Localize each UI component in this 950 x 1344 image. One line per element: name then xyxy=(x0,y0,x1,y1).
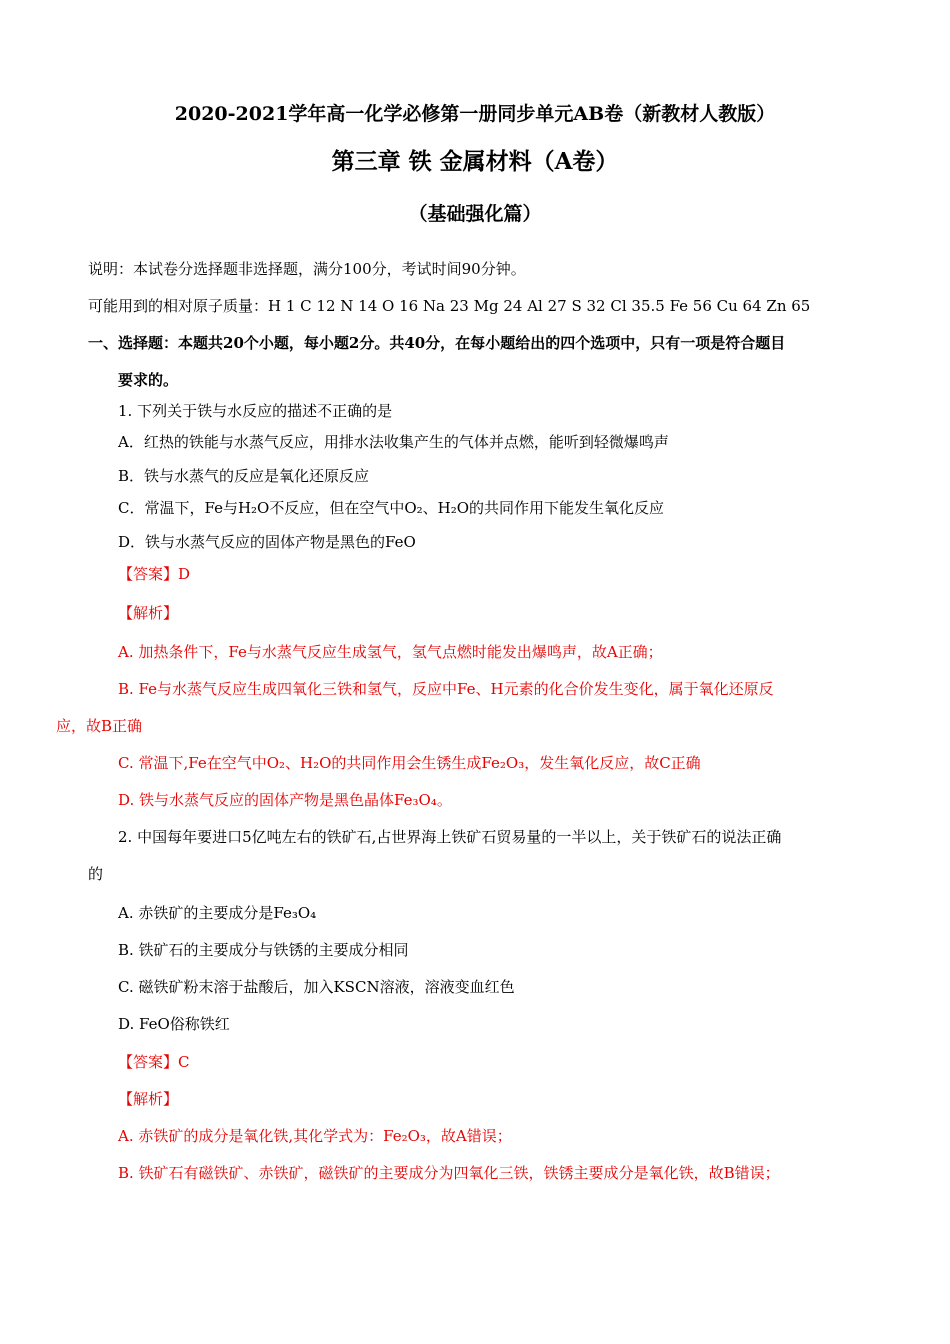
document-title: 2020-2021学年高一化学必修第一册同步单元AB卷（新教材人教版） xyxy=(174,103,776,125)
atomic-masses: 可能用到的相对原子质量：H 1 C 12 N 14 O 16 Na 23 Mg 24 Al 27 S 32 Cl 35.5 Fe 56 Cu 64 Zn 65 xyxy=(88,297,811,315)
section-heading-cont: 要求的。 xyxy=(118,371,179,389)
q2-analysis-a: A. 赤铁矿的成分是氧化铁,其化学式为：Fe₂O₃，故A错误； xyxy=(118,1127,512,1145)
q1-option-a: A．红热的铁能与水蒸气反应，用排水法收集产生的气体并点燃，能听到轻微爆鸣声 xyxy=(118,433,669,451)
chapter-title: 第三章 铁 金属材料（A卷） xyxy=(331,148,619,175)
q1-analysis-d: D. 铁与水蒸气反应的固体产物是黑色晶体Fe₃O₄。 xyxy=(118,791,452,809)
question-2-stem: 2. 中国每年要进口5亿吨左右的铁矿石,占世界海上铁矿石贸易量的一半以上，关于铁矿石的说法正确 xyxy=(118,828,782,846)
q1-analysis-b: B. Fe与水蒸气反应生成四氧化三铁和氢气，反应中Fe、H元素的化合价发生变化，属于氧化还原反 xyxy=(118,680,774,698)
q2-option-d: D. FeO俗称铁红 xyxy=(118,1015,230,1033)
q2-option-c: C. 磁铁矿粉末溶于盐酸后，加入KSCN溶液，溶液变血红色 xyxy=(118,978,515,996)
q2-analysis-b: B. 铁矿石有磁铁矿、赤铁矿，磁铁矿的主要成分为四氧化三铁，铁锈主要成分是氧化铁，故B错误； xyxy=(118,1164,780,1182)
exam-note: 说明：本试卷分选择题非选择题，满分100分，考试时间90分钟。 xyxy=(88,260,526,278)
q1-analysis-a: A. 加热条件下，Fe与水蒸气反应生成氢气，氢气点燃时能发出爆鸣声，故A正确； xyxy=(118,643,663,661)
q1-answer: 【答案】D xyxy=(118,565,191,583)
q2-analysis-label: 【解析】 xyxy=(118,1090,179,1108)
q1-analysis-b-cont: 应，故B正确 xyxy=(56,717,143,735)
chapter-subtitle: （基础强化篇） xyxy=(408,203,542,225)
q2-option-b: B. 铁矿石的主要成分与铁锈的主要成分相同 xyxy=(118,941,409,959)
question-1-stem: 1. 下列关于铁与水反应的描述不正确的是 xyxy=(118,402,393,420)
q1-option-b: B．铁与水蒸气的反应是氧化还原反应 xyxy=(118,467,370,485)
section-heading: 一、选择题：本题共20个小题，每小题2分。共40分，在每小题给出的四个选项中，只有一项是符合题目 xyxy=(88,334,786,352)
q2-answer: 【答案】C xyxy=(118,1053,190,1071)
q1-analysis-c: C. 常温下,Fe在空气中O₂、H₂O的共同作用会生锈生成Fe₂O₃，发生氧化反应，故C正确 xyxy=(118,754,701,772)
q1-option-d: D．铁与水蒸气反应的固体产物是黑色的FeO xyxy=(118,533,416,551)
question-2-stem-cont: 的 xyxy=(88,865,104,883)
q1-analysis-label: 【解析】 xyxy=(118,604,179,622)
q2-option-a: A. 赤铁矿的主要成分是Fe₃O₄ xyxy=(118,904,317,922)
q1-option-c: C．常温下，Fe与H₂O不反应，但在空气中O₂、H₂O的共同作用下能发生氧化反应 xyxy=(118,499,665,517)
